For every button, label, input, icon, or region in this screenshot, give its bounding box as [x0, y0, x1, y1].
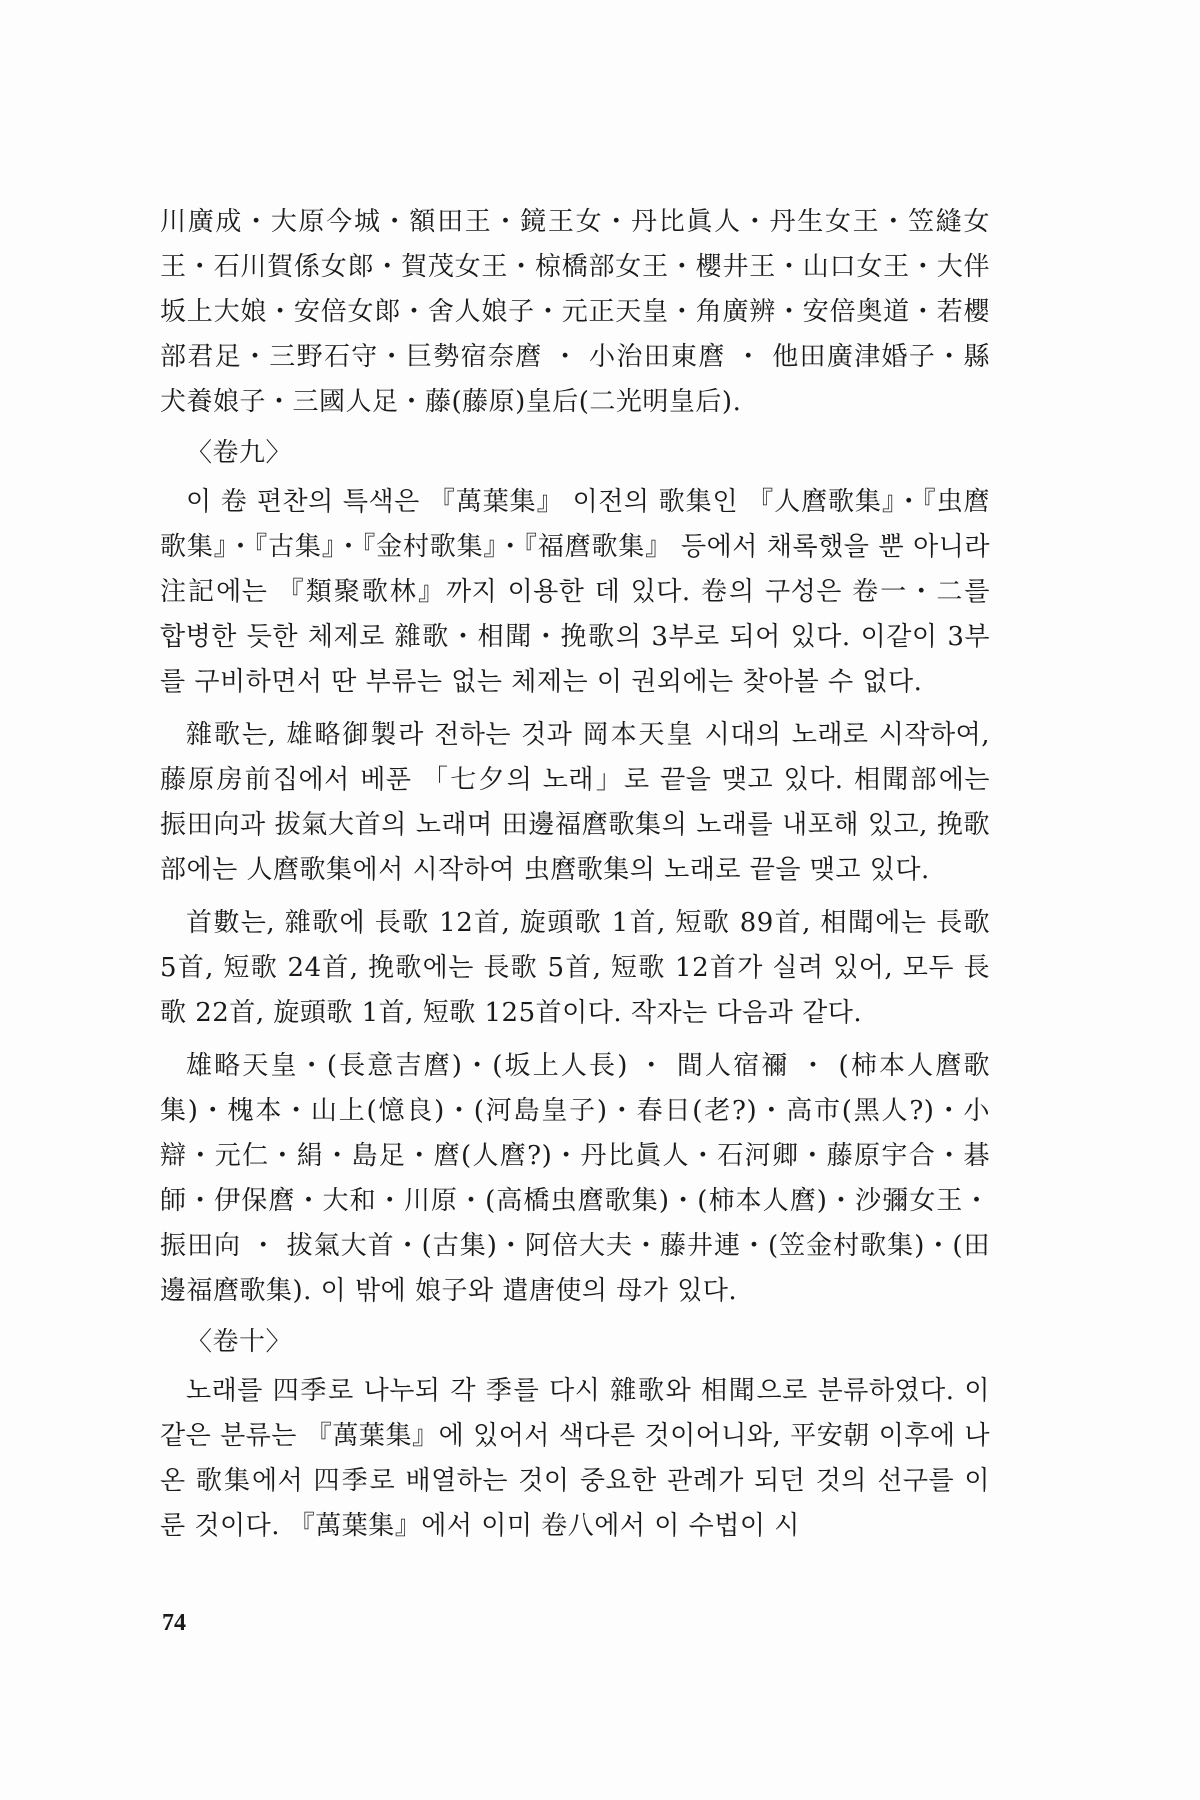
page-number: 74	[162, 1610, 186, 1636]
paragraph-volume-9-features: 이 卷 편찬의 특색은 『萬葉集』 이전의 歌集인 『人麿歌集』・『虫麿歌集』・『古集』・『金村歌集』・『福麿歌集』 등에서 채록했을 뿐 아니라 注記에는 『類聚歌林』까지 이용한 데 있다. 卷의 구성은 卷一・二를 합병한 듯한 체제로 雜歌・相聞・挽歌의 3부로 되어 있다. 이같이 3부를 구비하면서 딴 부류는 없는 체제는 이 권외에는 찾아볼 수 없다.	[160, 487, 990, 697]
section-heading-volume-10: 〈卷十〉	[186, 1327, 293, 1357]
section-heading-volume-9: 〈卷九〉	[186, 438, 293, 468]
paragraph-author-list-continued: 川廣成・大原今城・額田王・鏡王女・丹比眞人・丹生女王・笠縫女王・石川賀係女郞・賀茂女王・椋橋部女王・櫻井王・山口女王・大伴坂上大娘・安倍女郞・舍人娘子・元正天皇・角廣辨・安倍奥道・若櫻部君足・三野石守・巨勢宿奈麿 ・ 小治田東麿 ・ 他田廣津婚子・縣犬養娘子・三國人足・藤(藤原)皇后(二光明皇后).	[160, 207, 990, 417]
paragraph-volume-9-sections: 雜歌는, 雄略御製라 전하는 것과 岡本天皇 시대의 노래로 시작하여, 藤原房前집에서 베푼 「七夕의 노래」로 끝을 맺고 있다. 相聞部에는 振田向과 拔氣大首의 노래며 田邊福麿歌集의 노래를 내포해 있고, 挽歌部에는 人麿歌集에서 시작하여 虫麿歌集의 노래로 끝을 맺고 있다.	[160, 720, 990, 885]
paragraph-volume-10-intro: 노래를 四季로 나누되 각 季를 다시 雜歌와 相聞으로 분류하였다. 이같은 분류는 『萬葉集』에 있어서 색다른 것이어니와, 平安朝 이후에 나온 歌集에서 四季로 배열하는 것이 중요한 관례가 되던 것의 선구를 이룬 것이다. 『萬葉集』에서 이미 卷八에서 이 수법이 시	[160, 1376, 990, 1541]
body-text	[160, 200, 990, 1549]
paragraph-volume-9-counts: 首數는, 雜歌에 長歌 12首, 旋頭歌 1首, 短歌 89首, 相聞에는 長歌 5首, 短歌 24首, 挽歌에는 長歌 5首, 短歌 12首가 실려 있어, 모두 長歌 22首, 旋頭歌 1首, 短歌 125首이다. 작자는 다음과 같다.	[160, 908, 990, 1028]
paragraph-volume-9-authors: 雄略天皇・(長意吉麿)・(坂上人長) ・ 間人宿禰 ・ (柿本人麿歌集)・槐本・山上(憶良)・(河島皇子)・春日(老?)・高市(黑人?)・小辯・元仁・絹・島足・麿(人麿?)・丹比眞人・石河卿・藤原宇合・碁師・伊保麿・大和・川原・(高橋虫麿歌集)・(柿本人麿)・沙彌女王・振田向 ・ 拔氣大首・(古集)・阿倍大夫・藤井連・(笠金村歌集)・(田邊福麿歌集). 이 밖에 娘子와 遣唐使의 母가 있다.	[160, 1051, 990, 1306]
